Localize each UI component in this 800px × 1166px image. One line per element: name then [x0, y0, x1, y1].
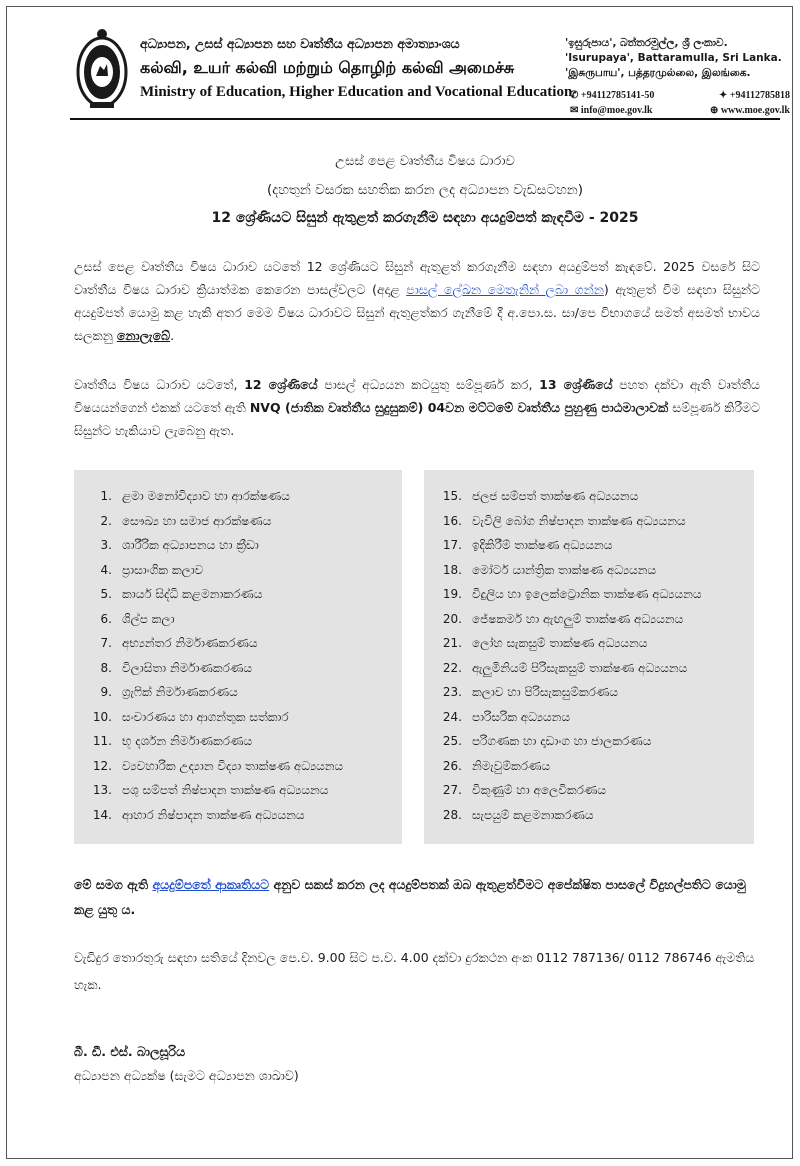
subject-item [424, 729, 754, 754]
subject-item [424, 705, 754, 730]
subject-item [424, 509, 754, 534]
subject-name: ලෝහ සැකසුම් තාක්ෂණ අධ්‍යයනය [472, 636, 648, 650]
subject-list-left [74, 470, 402, 844]
subject-item [74, 533, 402, 558]
subject-name: අභ්‍යන්තර නිර්මාණකරණය [122, 636, 258, 650]
subject-number: 18. [442, 562, 462, 577]
address-english: 'Isurupaya', Battaramulla, Sri Lanka. [565, 52, 782, 64]
subject-item [424, 778, 754, 803]
subject-number: 27. [442, 783, 462, 797]
subject-name: වැවිලි බෝග නිෂ්පාදන තාක්ෂණ අධ්‍යයනය [472, 513, 686, 528]
subject-name: ව්‍යවහාරික උද්‍යාන විද්‍යා තාක්ෂණ අධ්‍යයනය [122, 758, 344, 773]
subject-name: සැපයුම් කළමනාකරණය [472, 807, 594, 822]
subject-item [424, 656, 754, 681]
subject-name: ආහාර නිෂ්පාදන තාක්ෂණ අධ්‍යයනය [122, 807, 305, 822]
subject-item [424, 754, 754, 779]
application-instruction: මේ සමග ඇති අයදුම්පතේ ආකෘතියට අනුව සකස් කරන ලද අයදුම්පතක් ඔබ ඇතුළත්වීමට අපේක්ෂිත පාසලේ විදුහල්පතිට යොමු කළ යුතු ය. [74, 877, 746, 917]
subject-item [74, 705, 402, 730]
subject-number: 24. [442, 709, 462, 724]
subject-item [74, 754, 402, 779]
email-icon: ✉ [570, 105, 581, 116]
subject-name: පාරිසරික අධ්‍යයනය [472, 709, 571, 724]
subject-name: මෝටර් යාන්ත්‍රික තාක්ෂණ අධ්‍යයනය [472, 562, 657, 577]
address-tamil: 'இசுருபாய', பத்தரமுல்லை, இலங்கை. [565, 67, 751, 79]
subject-item [424, 558, 754, 583]
contact-info-paragraph: වැඩිදුර තොරතුරු සඳහා සතියේ දිනවල පෙ.ව. 9.00 සිට ප.ව. 4.00 දක්වා දුරකථන අංක 0112 787136/ 0112 786746 ඇමතිය හැක. [74, 950, 755, 992]
nvq-paragraph: වෘත්තීය විෂය ධාරාව යටතේ, 12 ශ්‍රේණියේ පාසල් අධ්‍යයන කටයුතු සම්පූර්ණ කර, 13 ශ්‍රේණියේ පහත දක්වා ඇති වෘත්තීය විෂයයන්ගෙන් එකක් යටතේ ඇති NVQ (ජාතික වෘත්තීය සුදුසුකම්) 04වන මට්ටමේ වෘත්තීය පුහුණු පාඨමාලාවක් සම්පූර්ණ කිරීමට සිසුන්ට හැකියාව ලැබෙනු ඇත. [74, 377, 760, 438]
subject-item [74, 582, 402, 607]
subject-item [74, 558, 402, 583]
subject-item [74, 778, 402, 803]
subject-number: 1. [100, 489, 112, 503]
subject-item [424, 607, 754, 632]
subject-number: 23. [442, 685, 462, 699]
title-line-1: උසස් පෙළ වෘත්තීය විෂය ධාරාව [335, 154, 515, 169]
notice-titles [70, 148, 780, 232]
subject-name: ඉදිකිරීම් තාක්ෂණ අධ්‍යයනය [472, 538, 613, 552]
subject-name: ඇලුමිනියම් පිරිසැකසුම් තාක්ෂණ අධ්‍යයනය [472, 660, 688, 675]
subject-item [424, 803, 754, 828]
subject-number: 26. [442, 758, 462, 773]
subject-number: 22. [442, 660, 462, 675]
website-link[interactable]: ⊕ www.moe.gov.lk [709, 105, 790, 116]
subject-number: 7. [100, 636, 112, 650]
web-icon: ⊕ [709, 105, 721, 116]
subject-name: විලාසිතා නිර්මාණකරණය [122, 660, 253, 675]
subject-item [424, 484, 754, 509]
subject-item [424, 533, 754, 558]
subject-name: ප්‍රාසාංගික කලාව [122, 562, 204, 577]
ministry-name-sinhala: අධ්‍යාපන, උසස් අධ්‍යාපන සහ වෘත්තීය අධ්‍යාපන අමාත්‍යාංශය [140, 36, 460, 51]
subject-number: 13. [92, 783, 112, 797]
subject-number: 15. [442, 489, 462, 503]
government-seal-icon [76, 26, 128, 112]
subject-name: භූ දර්ශන නිර්මාණකරණය [122, 734, 253, 748]
signatory-title: අධ්‍යාපන අධ්‍යක්ෂ (සැමට අධ්‍යාපන ශාඛාව) [74, 1068, 299, 1083]
subject-number: 9. [100, 685, 112, 699]
subject-item [74, 680, 402, 705]
ministry-name-tamil: கல்வி, உயர் கல்வி மற்றும் தொழிற் கல்வி அமைச்சு [140, 58, 515, 77]
phone-icon: ✆ [570, 90, 581, 101]
subject-name: විකුණුම් හා අලෙවිකරණය [472, 783, 606, 797]
subject-name: ශිල්ප කලා [122, 611, 175, 626]
subject-item [74, 509, 402, 534]
subject-list-right [424, 470, 754, 844]
email-address[interactable]: ✉ info@moe.gov.lk [570, 105, 653, 116]
subject-item [74, 631, 402, 656]
contact-details [570, 88, 790, 118]
subject-name: ජේෂකර්ම හා ඇඟලුම් තාක්ෂණ අධ්‍යයනය [472, 611, 684, 626]
subject-name: ශාරීරික අධ්‍යාපනය හා ක්‍රීඩා [122, 538, 259, 552]
subject-name: ළමා මනෝවිද්‍යාව හා ආරක්ෂණය [122, 489, 290, 503]
subject-number: 2. [100, 513, 112, 528]
not-considered-emphasis: නොලැබේ [116, 328, 171, 343]
subject-name: නිමැවුම්කරණය [472, 758, 551, 773]
subject-number: 28. [442, 807, 462, 822]
subject-number: 6. [100, 611, 112, 626]
phone-number: ✆ +94112785141-50 [570, 90, 655, 101]
subject-item [74, 729, 402, 754]
signatory-name: බී. ඩී. එස්. බාලසූරිය [74, 1044, 186, 1059]
subject-number: 10. [92, 709, 112, 724]
fax-icon: ✦ [718, 90, 730, 101]
subject-item [74, 607, 402, 632]
subject-name: විදුලිය හා ඉලෙක්ට්‍රොනික තාක්ෂණ අධ්‍යයනය [472, 587, 702, 601]
subject-number: 5. [100, 587, 112, 601]
subject-number: 25. [442, 734, 462, 748]
subject-number: 20. [442, 611, 462, 626]
subject-number: 4. [100, 562, 112, 577]
subject-item [74, 484, 402, 509]
subject-name: පරිගණක හා දෘඩාංග හා ජාලකරණය [472, 734, 652, 748]
subject-name: කාර්ය සිද්ධි කළමනාකරණය [122, 587, 263, 601]
address-sinhala: 'ඉසුරුපාය', බත්තරමුල්ල, ශ්‍රී ලංකාව. [565, 37, 728, 49]
subject-number: 19. [442, 587, 462, 601]
title-line-3: 12 ශ්‍රේණියට සිසුන් ඇතුළත් කරගැනීම සඳහා අයදුම්පත් කැඳවීම - 2025 [211, 210, 639, 226]
application-form-link[interactable]: අයදුම්පතේ ආකෘතියට [152, 877, 270, 892]
subject-number: 14. [92, 807, 112, 822]
intro-paragraph: උසස් පෙළ වෘත්තීය විෂය ධාරාව යටතේ 12 ශ්‍රේණියට සිසුන් ඇතුළත් කරගැනීම සඳහා අයදුම්පත් කැඳවේ. 2025 වසරේ සිට වෘත්තීය විෂය ධාරාව ක්‍රියාත්මක කෙරෙන පාසල්වලට (අදාළ පාසල් ලේඛන මෙතැනින් ලබා ගන්න) ඇතුළත් වීම සඳහා සිසුන්ට අයදුම්පත් යොමු කළ හැකි අතර මෙම විෂය ධාරාවට සිසුන් ඇතුළත්කර ගැනීමේ දී අ.පො.ස. සා/පෙ විභාගයේ සමත් අසමත් භාවය සලකනු නොලැබේ. [74, 259, 760, 343]
letterhead [70, 22, 790, 118]
subject-item [74, 656, 402, 681]
subject-item [74, 803, 402, 828]
fax-number: ✦ +94112785818 [718, 90, 790, 101]
subject-number: 17. [442, 538, 462, 552]
subject-item [424, 680, 754, 705]
subject-name: ග්‍රැෆික් නිර්මාණකරණය [122, 685, 238, 699]
subject-number: 12. [92, 758, 112, 773]
title-line-2: (දහතුන් වසරක සහතික කරන ලද අධ්‍යාපන වැඩසටහන) [266, 182, 584, 198]
subject-name: කලාව හා පිරිසැකසුම්කරණය [472, 685, 618, 699]
ministry-name-english: Ministry of Education, Higher Education and Vocational Education [140, 84, 573, 100]
subject-name: සෞඛ්‍ය හා සමාජ ආරක්ෂණය [122, 513, 272, 528]
subject-name: සංචාරණය හා ආගන්තුක සත්කාර [122, 709, 289, 724]
subject-name: ජලජ සම්පත් තාක්ෂණ අධ්‍යයනය [472, 489, 639, 503]
subject-number: 8. [100, 660, 112, 675]
subject-item [424, 631, 754, 656]
school-list-link[interactable]: පාසල් ලේඛන මෙතැනින් ලබා ගන්න [406, 282, 604, 297]
header-divider [70, 118, 780, 120]
ministry-address [565, 36, 782, 81]
subject-item [424, 582, 754, 607]
subject-name: පශු සම්පත් නිෂ්පාදන තාක්ෂණ අධ්‍යයනය [122, 783, 329, 797]
subject-number: 16. [442, 513, 462, 528]
subject-number: 21. [442, 636, 462, 650]
subject-number: 11. [92, 734, 112, 748]
subject-number: 3. [100, 538, 112, 552]
